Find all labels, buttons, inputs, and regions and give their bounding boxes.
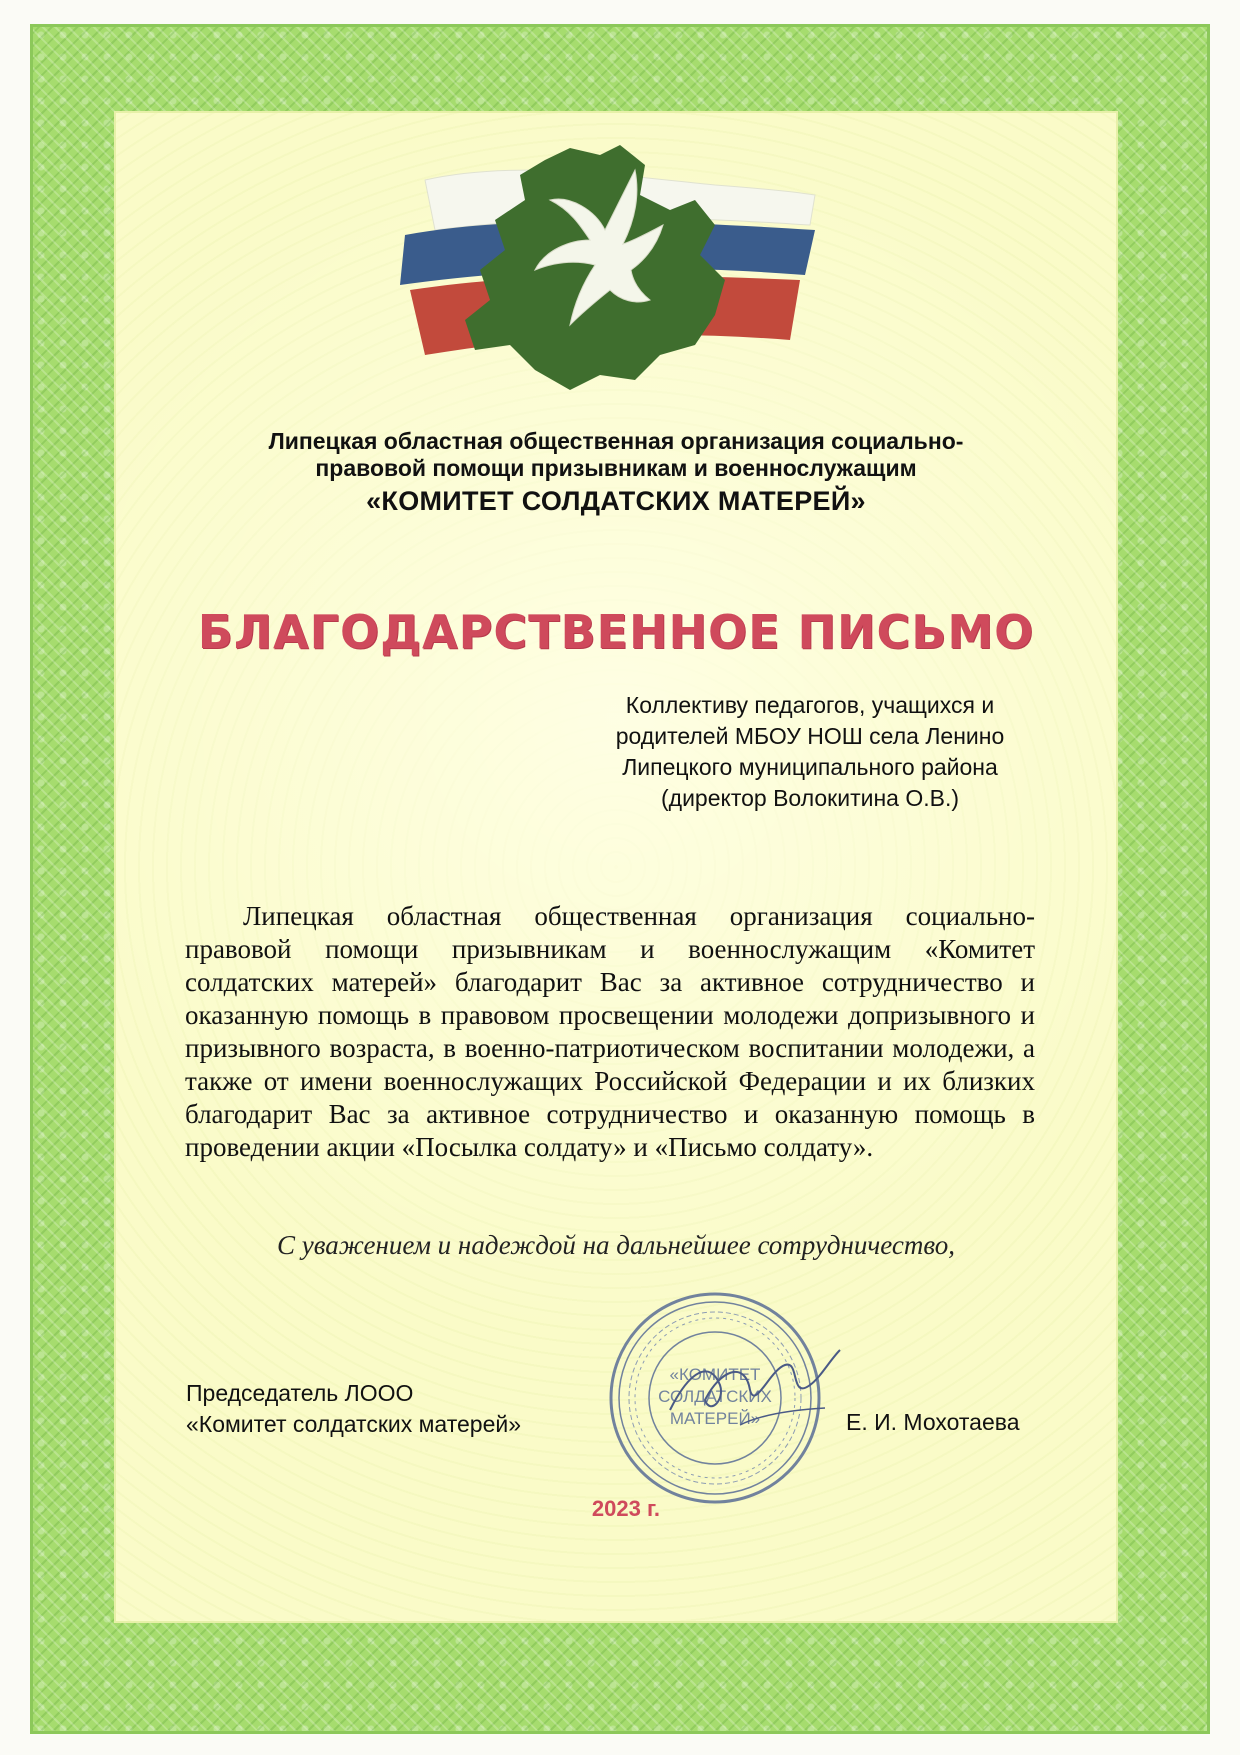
addressee-line: Липецкого муниципального района [622, 754, 998, 780]
letter-body: Липецкая областная общественная организация социально-правовой помощи призывникам и военнослужащим «Комитет солдатских матерей» благодарит Вас за активное сотрудничество и оказанную помощь в правовом просвещении молодежи допризывного и призывного возраста, в военно-патриотическом воспитании молодежи, а также от имени военнослужащих Российской Федерации и их близких благодарит Вас за активное сотрудничество и оказанную помощь в проведении акции «Посылка солдату» и «Письмо солдату». [185, 901, 1035, 1162]
organization-name-line3: «КОМИТЕТ СОЛДАТСКИХ МАТЕРЕЙ» [366, 486, 866, 516]
position-line: «Комитет солдатских матерей» [186, 1411, 522, 1437]
organization-name-line1: Липецкая областная общественная организация социально- [268, 428, 964, 454]
stamp-text-line3: МАТЕРЕЙ» [669, 1409, 761, 1428]
handwritten-signature [650, 1330, 850, 1440]
addressee-line: Коллективу педагогов, учащихся и [625, 692, 995, 718]
addressee-block [560, 690, 1060, 814]
document-year: 2023 г. [591, 1496, 661, 1521]
stamp-text-line1: «КОМИТЕТ [669, 1365, 761, 1384]
position-line: Председатель ЛООО [186, 1380, 414, 1406]
signatory-position [186, 1378, 521, 1440]
addressee-line: (директор Волокитина О.В.) [660, 785, 960, 811]
organization-name-line2: правовой помощи призывникам и военнослужащим [315, 455, 917, 481]
signer-name: Е. И. Мохотаева [846, 1409, 1020, 1435]
closing-phrase: С уважением и надеждой на дальнейшее сотрудничество, [276, 1230, 956, 1260]
addressee-line: родителей МБОУ НОШ села Ленино [615, 723, 1005, 749]
document-title: БЛАГОДАРСТВЕННОЕ ПИСЬМО [197, 605, 1035, 659]
stamp-text-line2: СОЛДАТСКИХ [658, 1387, 772, 1406]
organization-emblem [395, 140, 825, 410]
